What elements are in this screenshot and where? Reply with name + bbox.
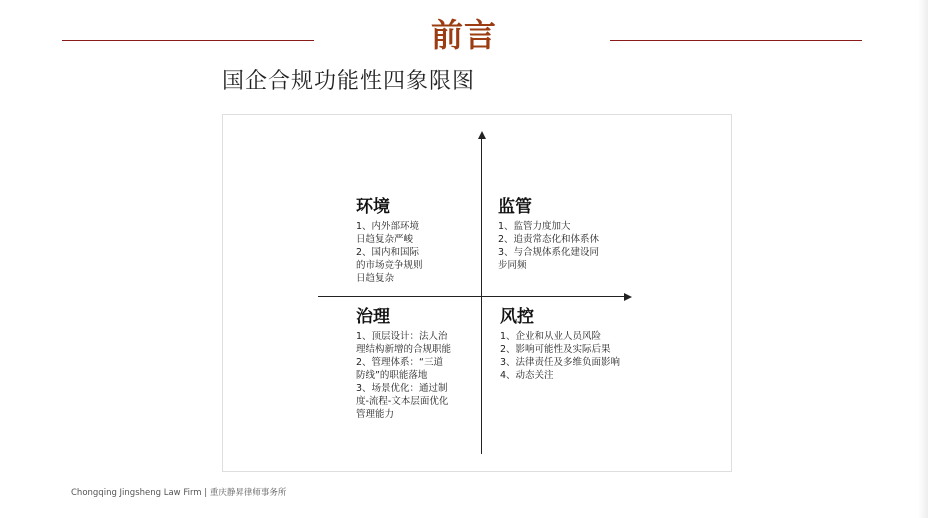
quadrant-line: 1、顶层设计：法人治 xyxy=(356,331,448,342)
quadrant-line: 日趋复杂 xyxy=(356,273,395,284)
quadrant-line: 防线”的职能落地 xyxy=(356,370,428,381)
vertical-axis xyxy=(481,138,482,454)
quadrant-line: 2、追责常态化和体系休 xyxy=(498,234,600,245)
quadrant-line: 理结构新增的合规职能 xyxy=(356,344,452,355)
quadrant-title: 治理 xyxy=(356,307,390,327)
vertical-axis-arrow-icon xyxy=(478,131,486,139)
quadrant-line: 1、监管力度加大 xyxy=(498,221,571,232)
quadrant-line: 步同频 xyxy=(498,260,527,271)
quadrant-line: 3、场景优化：通过制 xyxy=(356,383,448,394)
quadrant-body xyxy=(356,330,451,421)
quadrant-line: 的市场竞争规则 xyxy=(356,260,423,271)
quadrant-environment xyxy=(356,196,423,285)
quadrant-risk-control xyxy=(500,306,620,382)
diagram-title: 国企合规功能性四象限图 xyxy=(222,69,476,94)
quadrant-supervision xyxy=(498,196,599,272)
quadrant-body xyxy=(498,220,599,272)
quadrant-body xyxy=(500,330,620,382)
horizontal-axis xyxy=(318,296,626,297)
footer-firm-name: Chongqing Jingsheng Law Firm | 重庆静昇律师事务所 xyxy=(71,488,287,498)
quadrant-governance xyxy=(356,306,451,421)
quadrant-line: 2、国内和国际 xyxy=(356,247,420,258)
page-title: 前言 xyxy=(430,16,497,54)
quadrant-line: 1、内外部环境 xyxy=(356,221,420,232)
horizontal-axis-arrow-icon xyxy=(624,293,632,301)
quadrant-line: 3、法律责任及多维负面影响 xyxy=(500,357,621,368)
quadrant-line: 2、管理体系：“三道 xyxy=(356,357,443,368)
quadrant-line: 2、影响可能性及实际后果 xyxy=(500,344,611,355)
right-edge-shade xyxy=(918,0,928,518)
quadrant-line: 度-流程-文本层面优化 xyxy=(356,396,449,407)
quadrant-body xyxy=(356,220,423,285)
quadrant-line: 4、动态关注 xyxy=(500,370,554,381)
quadrant-title: 风控 xyxy=(500,307,534,327)
quadrant-line: 1、企业和从业人员风险 xyxy=(500,331,602,342)
quadrant-line: 3、与合规体系化建设同 xyxy=(498,247,600,258)
diagram-panel xyxy=(222,114,732,472)
quadrant-line: 日趋复杂严峻 xyxy=(356,234,414,245)
quadrant-title: 环境 xyxy=(356,197,390,217)
quadrant-line: 管理能力 xyxy=(356,409,395,420)
quadrant-title: 监管 xyxy=(498,197,532,217)
